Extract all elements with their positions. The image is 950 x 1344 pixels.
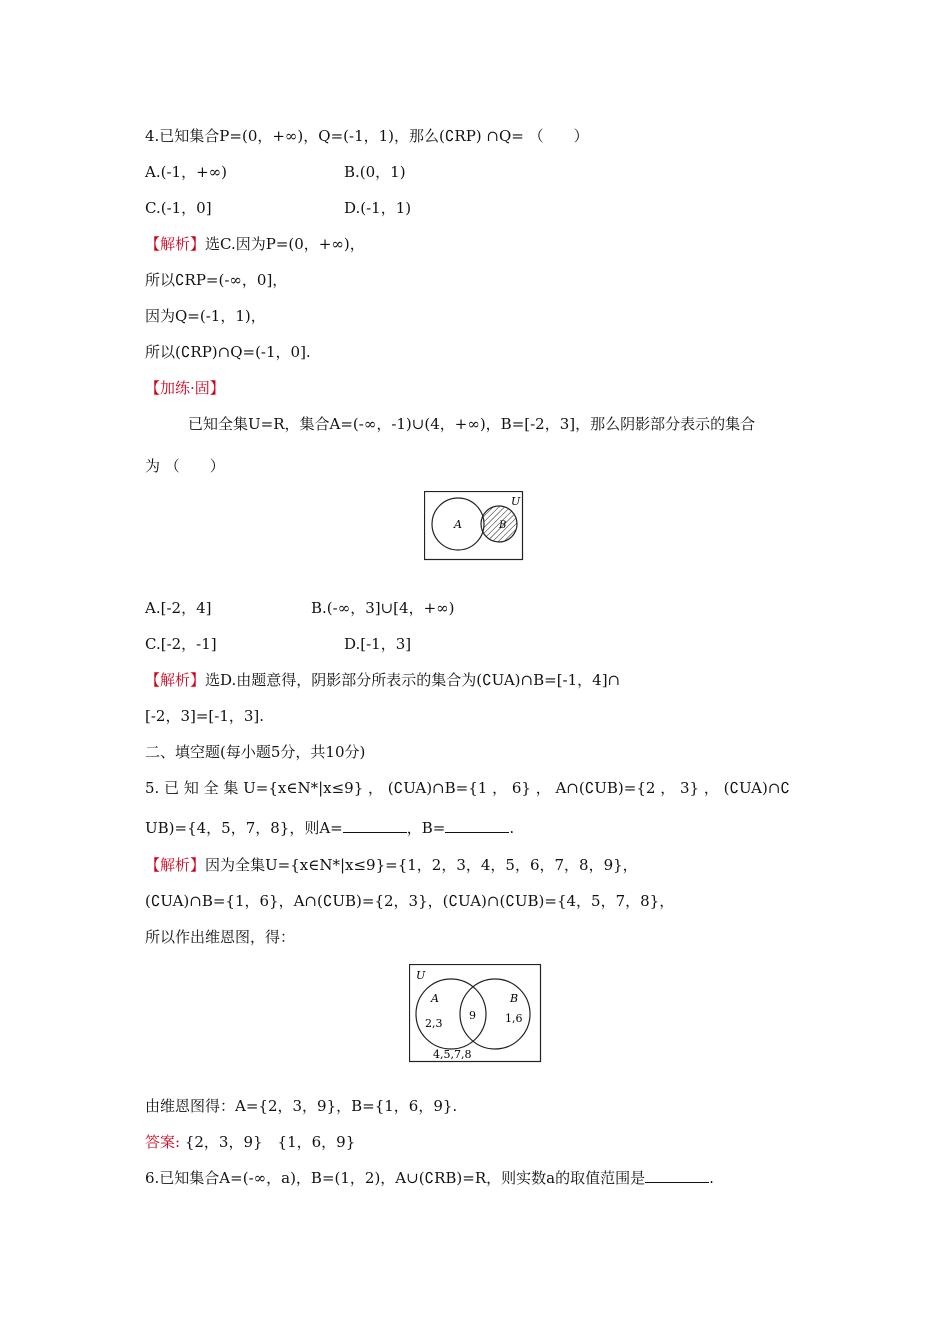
q4-stem: 4.已知集合P=(0，+∞)，Q=(-1，1)，那么(∁RP) ∩Q= （ ） [145,127,589,145]
q5-stem-text-b: ，B= [406,819,446,837]
q5-answer-line [145,1132,355,1152]
answer-tag: 答案: [145,1133,181,1151]
q4-option-d: D.(-1，1) [344,199,412,217]
q5-analysis-line-4: 由维恩图得：A={2，3，9}，B={1，6，9}. [145,1097,458,1115]
extra-analysis-text-1: 选D.由题意得，阴影部分所表示的集合为(∁UA)∩B=[-1，4]∩ [205,671,621,689]
region-intersection: 9 [469,1009,476,1022]
extra-stem-line-1: 已知全集U=R，集合A=(-∞，-1)∪(4，+∞)，B=[-2，3]，那么阴影部分表示的集合 [188,415,756,433]
q4-option-b: B.(0，1) [344,163,406,181]
q4-analysis-line-4: 所以(∁RP)∩Q=(-1，0]. [145,343,311,361]
venn-label-u: U [416,969,426,982]
extra-practice-tag: 【加练·固】 [145,379,225,397]
extra-option-b: B.(-∞，3]∪[4，+∞) [311,599,455,617]
q5-answer-text: {2，3，9} {1，6，9} [180,1133,356,1151]
section-title: 二、填空题(每小题5分，共10分) [145,743,366,761]
q4-analysis-line-2: 所以∁RP=(-∞，0]， [145,271,288,289]
region-only-b: 1,6 [505,1012,523,1025]
answer-blank-b [445,818,509,833]
extra-analysis-line-2: [-2，3]=[-1，3]. [145,707,265,725]
q6-stem [145,1168,714,1188]
extra-stem-line-2: 为 （ ） [145,457,225,475]
q5-stem-line-2 [145,818,514,838]
q5-analysis-line-2: (∁UA)∩B={1，6}，A∩(∁UB)={2，3}，(∁UA)∩(∁UB)={4，5，7，8}， [145,892,675,910]
venn-diagram-shaded [424,491,526,562]
venn-label-u: U [511,495,521,508]
q5-stem-line-1: 5. 已 知 全 集 U={x∈N*|x≤9} ， (∁UA)∩B={1 ， 6} ， A∩(∁UB)={2 ， 3} ， (∁UA)∩∁ [145,779,790,797]
q5-stem-text-a: UB)={4，5，7，8}，则A= [145,819,343,837]
q5-stem-text-c: . [509,819,515,837]
extra-option-c: C.[-2，-1] [145,635,217,653]
venn-diagram-answer [409,964,543,1064]
q4-analysis-text-1: 选C.因为P=(0，+∞)， [205,235,365,253]
venn-label-a: A [431,992,439,1005]
q5-analysis-line-3: 所以作出维恩图，得： [145,928,296,946]
venn-label-a: A [454,518,462,531]
extra-analysis-line-1 [145,670,620,690]
venn-label-b: B [510,992,519,1005]
q4-option-c: C.(-1，0] [145,199,212,217]
q4-option-a: A.(-1，+∞) [145,163,227,181]
extra-option-a: A.[-2，4] [145,599,212,617]
analysis-tag: 【解析】 [145,235,206,253]
q6-stem-end: . [709,1169,714,1187]
venn-label-b: B [499,520,507,531]
q4-analysis-line-3: 因为Q=(-1，1)， [145,307,266,325]
q5-analysis-line-1 [145,855,638,875]
answer-blank [645,1168,709,1183]
q4-analysis-line-1 [145,234,365,254]
q6-stem-text: 6.已知集合A=(-∞，a)，B=(1，2)，A∪(∁RB)=R，则实数a的取值范围是 [145,1169,646,1187]
analysis-tag: 【解析】 [145,671,206,689]
region-only-a: 2,3 [425,1017,443,1030]
analysis-tag: 【解析】 [145,856,206,874]
extra-option-d: D.[-1，3] [344,635,412,653]
q5-analysis-text-1: 因为全集U={x∈N*|x≤9}={1，2，3，4，5，6，7，8，9}， [205,856,638,874]
region-outside: 4,5,7,8 [433,1048,472,1061]
answer-blank-a [343,818,407,833]
